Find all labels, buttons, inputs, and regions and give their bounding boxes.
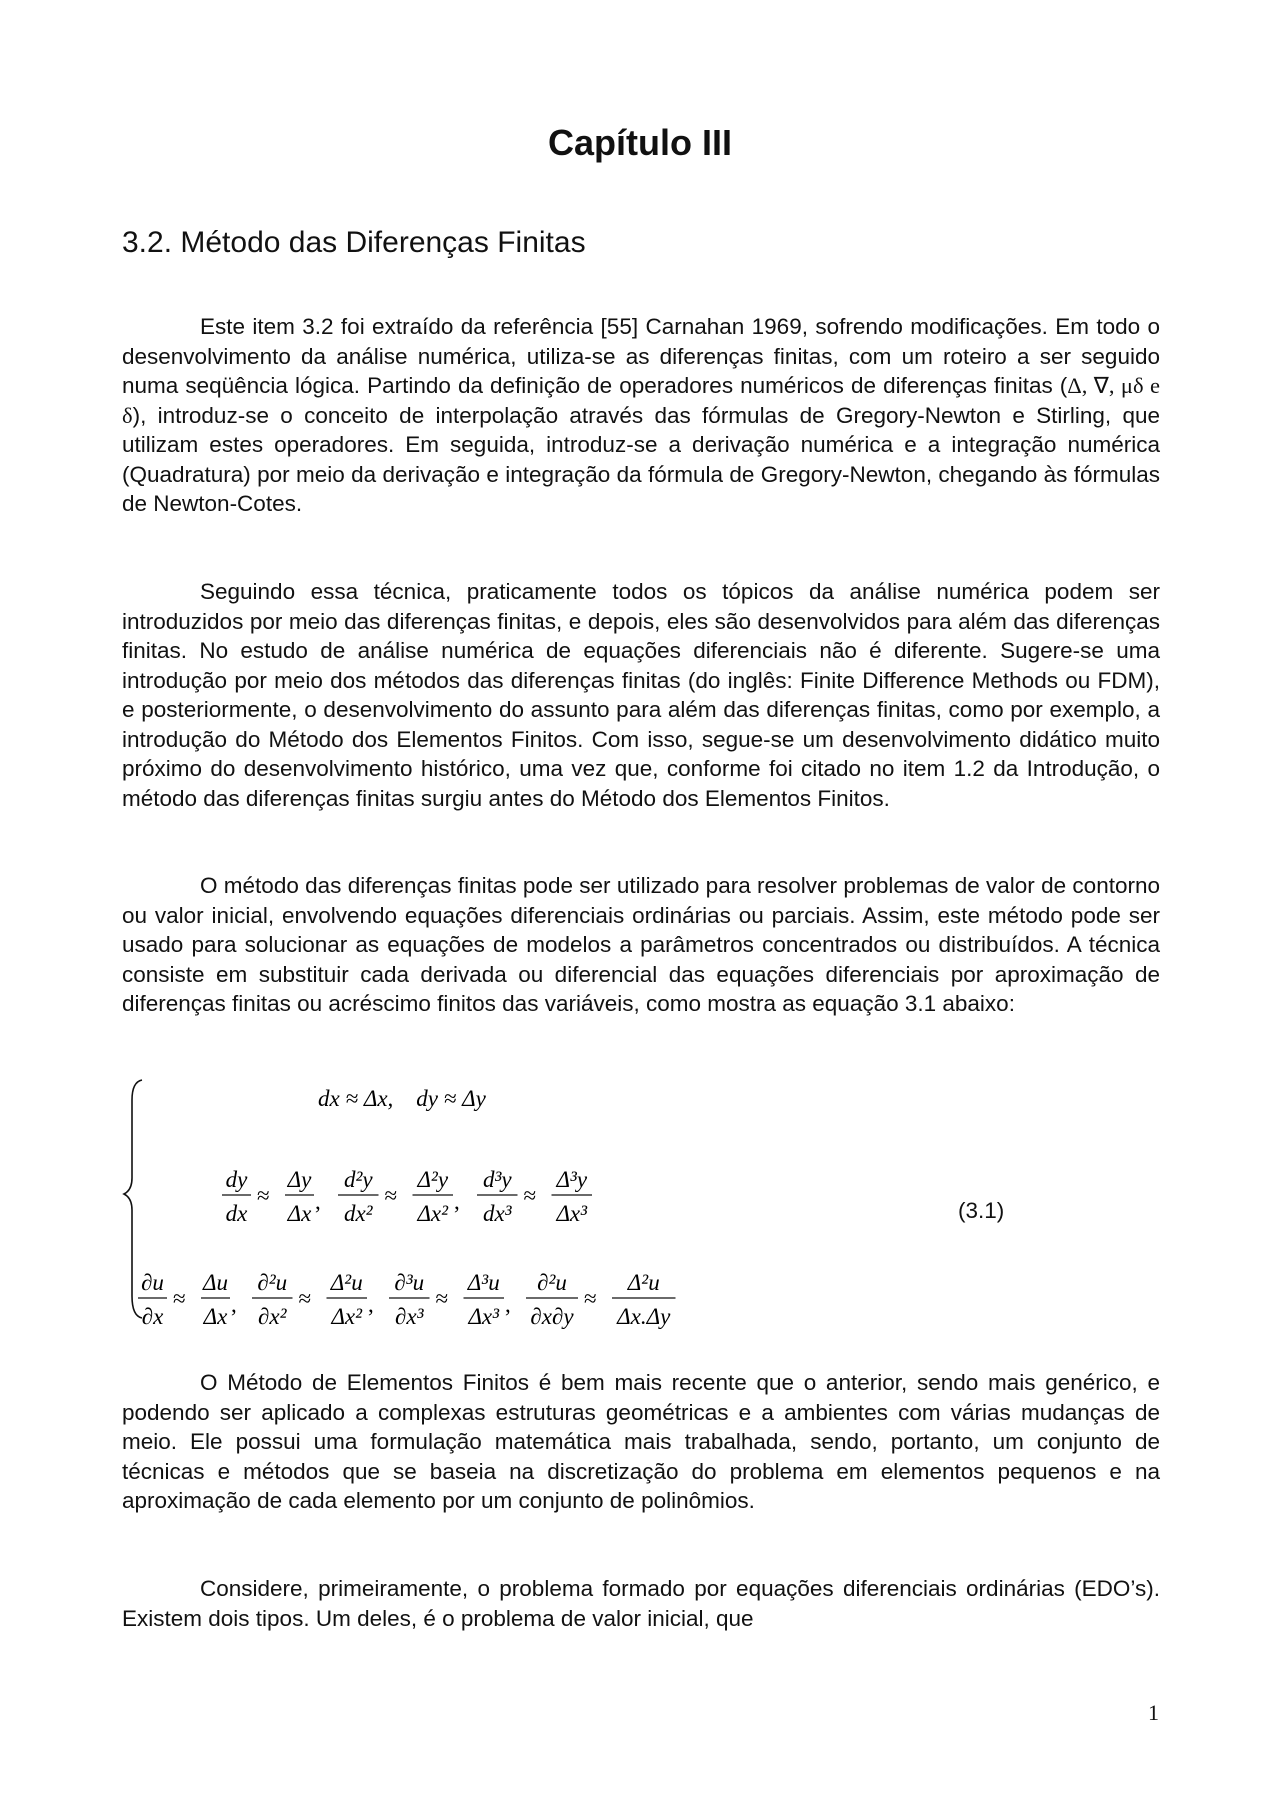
fraction-numerator: ∂²u: [537, 1270, 567, 1295]
approx-sign: ≈: [257, 1183, 270, 1208]
fraction-numerator: ∂u: [141, 1270, 164, 1295]
approx-sign: ≈: [584, 1286, 597, 1311]
approx-sign: ≈: [298, 1286, 312, 1311]
fraction-denominator: dx³: [482, 1201, 512, 1226]
fraction-denominator: ∂x³: [395, 1304, 424, 1329]
page-number: 1: [1148, 1700, 1159, 1725]
fraction-denominator: Δx²: [331, 1304, 363, 1329]
equation-line-1: dx ≈ Δx, dy ≈ Δy: [318, 1086, 486, 1111]
fraction-numerator: Δy: [287, 1167, 312, 1192]
separator-comma: ,: [368, 1292, 374, 1317]
fraction-numerator: Δ³y: [556, 1167, 588, 1192]
fraction-numerator: Δu: [203, 1270, 228, 1295]
fraction-denominator: dx²: [343, 1201, 373, 1226]
equation-3-1: [0, 1070, 1280, 1330]
approx-sign: ≈: [523, 1183, 537, 1208]
paragraph-1-part-a: Este item 3.2 foi extraído da referência [55] Carnahan 1969, sofrendo modificações. Em todo o desenvolvimento da análise numérica, utiliza-se as diferenças finitas, com um roteiro a ser seguido numa seqüência lógica. Partindo da definição de operadores numéricos de diferenças finitas (: [122, 314, 1160, 398]
fraction-numerator: Δ²u: [627, 1270, 660, 1295]
equation-row-2: [222, 1167, 592, 1226]
section-title: 3.2. Método das Diferenças Finitas: [122, 226, 586, 259]
fraction-numerator: ∂²u: [257, 1270, 288, 1295]
approx-sign: ≈: [173, 1286, 186, 1311]
fraction-numerator: Δ³u: [467, 1270, 500, 1295]
fraction-numerator: Δ²u: [330, 1270, 363, 1295]
approx-sign: ≈: [435, 1286, 449, 1311]
fraction-numerator: d³y: [482, 1167, 512, 1192]
fraction-denominator: Δx: [203, 1304, 228, 1329]
equation-row-3: [138, 1270, 676, 1329]
separator-comma: ,: [454, 1189, 460, 1214]
fraction-denominator: Δx: [287, 1201, 312, 1226]
fraction-denominator: Δx²: [417, 1201, 449, 1226]
separator-comma: ,: [505, 1292, 511, 1317]
separator-comma: ,: [231, 1292, 237, 1317]
paragraph-5: Considere, primeiramente, o problema formado por equações diferenciais ordinárias (EDO’s). Existem dois tipos. Um deles, é o problema de valor inicial, que: [122, 1576, 1160, 1631]
equation-number: (3.1): [958, 1198, 1005, 1223]
chapter-title: Capítulo III: [548, 122, 732, 163]
fraction-denominator: Δx.Δy: [617, 1304, 671, 1329]
fraction-denominator: Δx³: [556, 1201, 588, 1226]
fraction-denominator: ∂x²: [258, 1304, 287, 1329]
fraction-denominator: ∂x: [141, 1304, 164, 1329]
fraction-numerator: dy: [225, 1167, 248, 1192]
separator-comma: ,: [315, 1189, 321, 1214]
fraction-numerator: d²y: [343, 1167, 373, 1192]
fraction-denominator: ∂x∂y: [530, 1304, 574, 1329]
paragraph-3: O método das diferenças finitas pode ser utilizado para resolver problemas de valor de contorno ou valor inicial, envolvendo equações diferenciais ordinárias ou parciais. Assim, este método pode ser usado para solucionar as equações de modelos a parâmetros concentrados ou distribuídos. A técnica consiste em substituir cada derivada ou diferencial das equações diferenciais por aproximação de diferenças finitas ou acréscimo finitos das variáveis, como mostra as equação 3.1 abaixo:: [122, 873, 1160, 1016]
left-brace: [124, 1080, 142, 1318]
approx-sign: ≈: [384, 1183, 398, 1208]
fraction-numerator: ∂³u: [394, 1270, 425, 1295]
paragraph-1: [122, 312, 1160, 519]
fraction-denominator: Δx³: [468, 1304, 500, 1329]
fraction-numerator: Δ²y: [417, 1167, 449, 1192]
difference-operators: Δ, ∇, μδ e δ: [122, 373, 1160, 428]
paragraph-2: Seguindo essa técnica, praticamente todos os tópicos da análise numérica podem ser introduzidos por meio das diferenças finitas, e depois, eles são desenvolvidos para além das diferenças finitas. No estudo de análise numérica de equações diferenciais não é diferente. Sugere-se uma introdução por meio dos métodos das diferenças finitas (do inglês: Finite Difference Methods ou FDM), e posteriormente, o desenvolvimento do assunto para além das diferenças finitas, como por exemplo, a introdução do Método dos Elementos Finitos. Com isso, segue-se um desenvolvimento didático muito próximo do desenvolvimento histórico, uma vez que, conforme foi citado no item 1.2 da Introdução, o método das diferenças finitas surgiu antes do Método dos Elementos Finitos.: [122, 579, 1160, 811]
paragraph-4: O Método de Elementos Finitos é bem mais recente que o anterior, sendo mais genérico, e podendo ser aplicado a complexas estruturas geométricas e a ambientes com várias mudanças de meio. Ele possui uma formulação matemática mais trabalhada, sendo, portanto, um conjunto de técnicas e métodos que se baseia na discretização do problema em elementos pequenos e na aproximação de cada elemento por um conjunto de polinômios.: [122, 1370, 1160, 1513]
fraction-denominator: dx: [225, 1201, 248, 1226]
paragraph-1-part-b: ), introduz-se o conceito de interpolação através das fórmulas de Gregory-Newton e Stirling, que utilizam estes operadores. Em seguida, introduz-se a derivação numérica e a integração numérica (Quadratura) por meio da derivação e integração da fórmula de Gregory-Newton, chegando às fórmulas de Newton-Cotes.: [122, 402, 1160, 516]
